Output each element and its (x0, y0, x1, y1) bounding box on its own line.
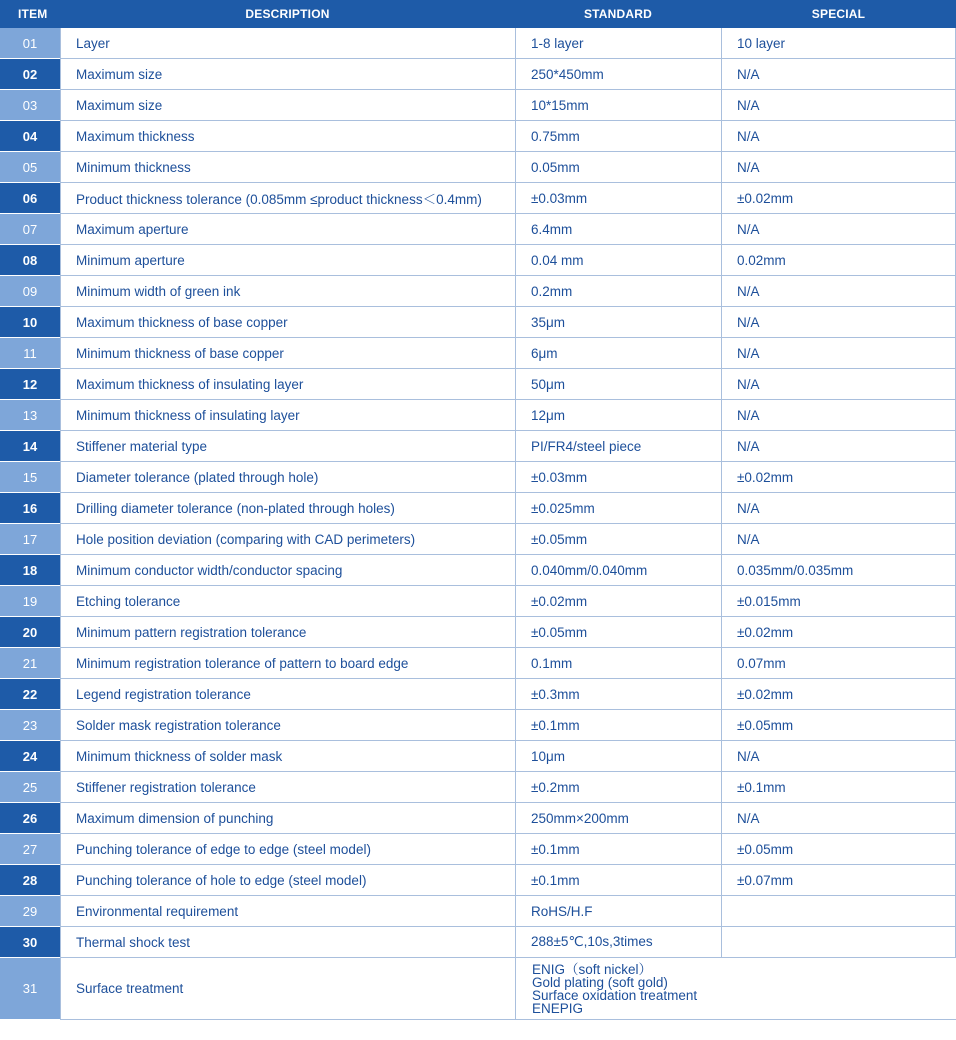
row-item-number: 26 (0, 803, 60, 834)
row-description: Product thickness tolerance (0.085mm ≤product thickness＜0.4mm) (60, 183, 515, 214)
row-special: N/A (721, 493, 956, 524)
row-special: ±0.02mm (721, 679, 956, 710)
surface-treatment-list (515, 958, 956, 1020)
row-item-number: 23 (0, 710, 60, 741)
row-special: N/A (721, 338, 956, 369)
header-special: SPECIAL (721, 0, 956, 28)
surface-treatment-option: ENEPIG (532, 1000, 584, 1016)
row-special: ±0.02mm (721, 617, 956, 648)
row-description: Maximum dimension of punching (60, 803, 515, 834)
surface-treatment-option: Surface oxidation treatment (532, 987, 698, 1003)
row-description: Maximum thickness of insulating layer (60, 369, 515, 400)
row-description: Minimum thickness of insulating layer (60, 400, 515, 431)
row-description: Punching tolerance of hole to edge (steel model) (60, 865, 515, 896)
row-standard: ±0.05mm (515, 617, 721, 648)
row-special: N/A (721, 524, 956, 555)
row-item-number: 21 (0, 648, 60, 679)
row-special: N/A (721, 59, 956, 90)
row-item-number: 28 (0, 865, 60, 896)
row-standard: ±0.1mm (515, 710, 721, 741)
row-standard: 50μm (515, 369, 721, 400)
row-item-number: 24 (0, 741, 60, 772)
surface-treatment-option: Gold plating (soft gold) (532, 974, 668, 990)
row-description: Surface treatment (60, 958, 515, 1020)
row-description: Maximum size (60, 59, 515, 90)
row-standard: 0.04 mm (515, 245, 721, 276)
row-standard: ±0.1mm (515, 834, 721, 865)
row-item-number: 01 (0, 28, 60, 59)
row-special: 0.07mm (721, 648, 956, 679)
row-special: ±0.1mm (721, 772, 956, 803)
row-description: Hole position deviation (comparing with CAD perimeters) (60, 524, 515, 555)
row-description: Stiffener registration tolerance (60, 772, 515, 803)
row-special: N/A (721, 121, 956, 152)
row-special: ±0.02mm (721, 462, 956, 493)
row-item-number: 19 (0, 586, 60, 617)
row-special: ±0.07mm (721, 865, 956, 896)
row-standard: ±0.1mm (515, 865, 721, 896)
row-item-number: 25 (0, 772, 60, 803)
row-description: Minimum aperture (60, 245, 515, 276)
row-item-number: 27 (0, 834, 60, 865)
row-standard: 288±5℃,10s,3times (515, 927, 721, 958)
row-special: ±0.05mm (721, 834, 956, 865)
row-item-number: 18 (0, 555, 60, 586)
row-standard: 12μm (515, 400, 721, 431)
row-description: Minimum registration tolerance of pattern to board edge (60, 648, 515, 679)
row-special: 10 layer (721, 28, 956, 59)
row-item-number: 10 (0, 307, 60, 338)
row-item-number: 22 (0, 679, 60, 710)
row-special: N/A (721, 400, 956, 431)
row-standard: 1-8 layer (515, 28, 721, 59)
row-description: Stiffener material type (60, 431, 515, 462)
row-special: N/A (721, 90, 956, 121)
row-standard: ±0.03mm (515, 462, 721, 493)
row-special (721, 927, 956, 958)
row-standard: 0.05mm (515, 152, 721, 183)
row-special: ±0.05mm (721, 710, 956, 741)
header-item: ITEM (0, 0, 60, 28)
row-standard: 10*15mm (515, 90, 721, 121)
row-item-number: 30 (0, 927, 60, 958)
row-description: Maximum aperture (60, 214, 515, 245)
row-special: N/A (721, 276, 956, 307)
row-standard: ±0.3mm (515, 679, 721, 710)
row-item-number: 29 (0, 896, 60, 927)
row-special: N/A (721, 369, 956, 400)
row-special: 0.02mm (721, 245, 956, 276)
row-description: Legend registration tolerance (60, 679, 515, 710)
row-description: Minimum thickness of solder mask (60, 741, 515, 772)
row-special: 0.035mm/0.035mm (721, 555, 956, 586)
row-description: Maximum size (60, 90, 515, 121)
row-special: N/A (721, 152, 956, 183)
row-item-number: 20 (0, 617, 60, 648)
row-description: Etching tolerance (60, 586, 515, 617)
row-description: Minimum thickness of base copper (60, 338, 515, 369)
row-item-number: 11 (0, 338, 60, 369)
row-standard: 0.2mm (515, 276, 721, 307)
row-standard: 250mm×200mm (515, 803, 721, 834)
row-item-number: 09 (0, 276, 60, 307)
row-item-number: 08 (0, 245, 60, 276)
row-standard: ±0.03mm (515, 183, 721, 214)
row-description: Minimum thickness (60, 152, 515, 183)
row-item-number: 12 (0, 369, 60, 400)
row-special: N/A (721, 431, 956, 462)
row-description: Maximum thickness (60, 121, 515, 152)
row-item-number: 13 (0, 400, 60, 431)
row-item-number: 15 (0, 462, 60, 493)
row-description: Layer (60, 28, 515, 59)
row-special: ±0.015mm (721, 586, 956, 617)
row-standard: 250*450mm (515, 59, 721, 90)
row-standard: 0.040mm/0.040mm (515, 555, 721, 586)
row-item-number: 07 (0, 214, 60, 245)
row-description: Diameter tolerance (plated through hole) (60, 462, 515, 493)
row-standard: PI/FR4/steel piece (515, 431, 721, 462)
row-item-number: 14 (0, 431, 60, 462)
header-standard: STANDARD (515, 0, 721, 28)
header-description: DESCRIPTION (60, 0, 515, 28)
row-standard: 10μm (515, 741, 721, 772)
row-item-number: 06 (0, 183, 60, 214)
row-item-number: 05 (0, 152, 60, 183)
row-standard: ±0.2mm (515, 772, 721, 803)
row-item-number: 03 (0, 90, 60, 121)
row-standard: ±0.025mm (515, 493, 721, 524)
row-description: Environmental requirement (60, 896, 515, 927)
row-standard: ±0.05mm (515, 524, 721, 555)
row-description: Punching tolerance of edge to edge (steel model) (60, 834, 515, 865)
row-standard: 6μm (515, 338, 721, 369)
row-special (721, 896, 956, 927)
row-description: Maximum thickness of base copper (60, 307, 515, 338)
row-description: Minimum width of green ink (60, 276, 515, 307)
row-standard: RoHS/H.F (515, 896, 721, 927)
row-standard: 0.75mm (515, 121, 721, 152)
row-description: Minimum pattern registration tolerance (60, 617, 515, 648)
row-special: N/A (721, 214, 956, 245)
row-standard: ±0.02mm (515, 586, 721, 617)
row-description: Minimum conductor width/conductor spacing (60, 555, 515, 586)
row-item-number: 16 (0, 493, 60, 524)
row-item-number: 17 (0, 524, 60, 555)
row-special: N/A (721, 307, 956, 338)
row-description: Drilling diameter tolerance (non-plated through holes) (60, 493, 515, 524)
row-description: Solder mask registration tolerance (60, 710, 515, 741)
row-special: N/A (721, 741, 956, 772)
row-special: ±0.02mm (721, 183, 956, 214)
row-item-number: 31 (0, 958, 60, 1020)
row-item-number: 02 (0, 59, 60, 90)
row-standard: 6.4mm (515, 214, 721, 245)
row-standard: 35μm (515, 307, 721, 338)
row-special: N/A (721, 803, 956, 834)
surface-treatment-option: ENIG（soft nickel） (532, 961, 653, 977)
row-description: Thermal shock test (60, 927, 515, 958)
row-standard: 0.1mm (515, 648, 721, 679)
row-item-number: 04 (0, 121, 60, 152)
